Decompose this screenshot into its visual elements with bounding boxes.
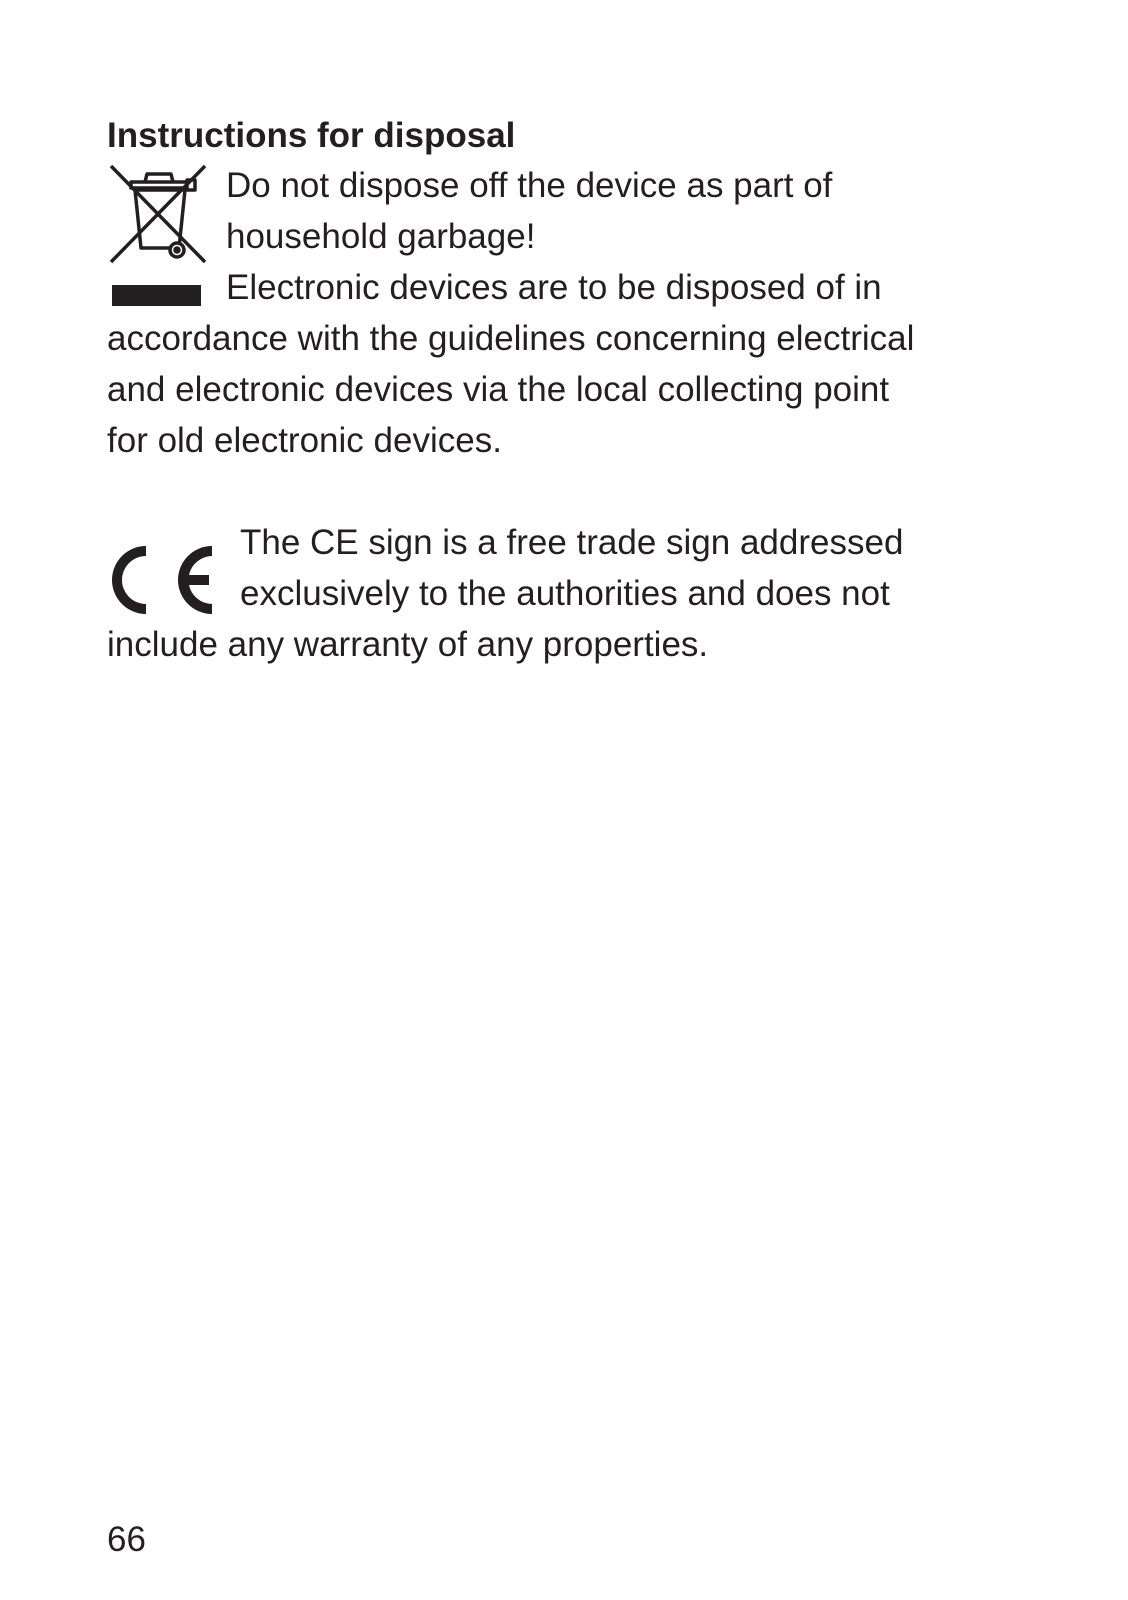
disposal-line: for old electronic devices. — [107, 421, 502, 460]
disposal-line: household garbage! — [226, 217, 536, 256]
disposal-heading: Instructions for disposal — [107, 116, 516, 155]
disposal-line: and electronic devices via the local collecting point — [107, 370, 890, 409]
ce-line: include any warranty of any properties. — [107, 625, 709, 664]
ce-line: The CE sign is a free trade sign addressed — [240, 523, 904, 562]
crossed-out-wheelie-bin-icon — [107, 162, 213, 308]
disposal-line: Do not dispose off the device as part of — [226, 166, 833, 205]
ce-mark-icon — [106, 540, 216, 620]
disposal-line: accordance with the guidelines concerning electrical — [107, 319, 915, 358]
page-number: 66 — [107, 1520, 146, 1559]
ce-line: exclusively to the authorities and does not — [240, 574, 890, 613]
disposal-line: Electronic devices are to be disposed of in — [226, 268, 882, 307]
